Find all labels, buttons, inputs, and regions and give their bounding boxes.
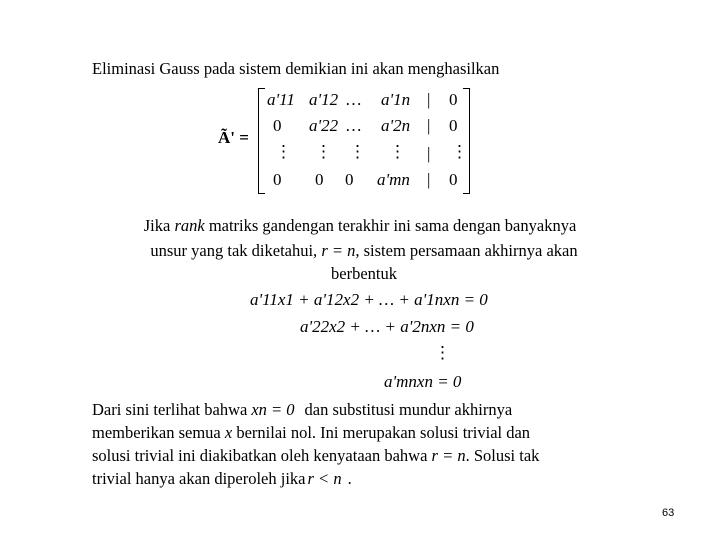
matrix-cell: a'mn	[377, 170, 410, 189]
matrix-cell: |	[427, 144, 431, 163]
matrix-cell: 0	[345, 170, 354, 189]
text-span: . Solusi tak	[465, 446, 540, 465]
text-span: .	[347, 469, 352, 488]
augmented-matrix	[258, 88, 470, 194]
matrix-cell: a'2n	[381, 116, 411, 135]
matrix-cell: 0	[449, 116, 458, 135]
text-emphasis: rank	[174, 216, 205, 235]
paragraph-2-line-1	[92, 399, 512, 421]
text-span: dan substitusi mundur akhirnya	[304, 400, 513, 419]
inline-math: xn = 0	[251, 400, 295, 419]
matrix-cell: a'12	[309, 90, 339, 109]
matrix-cell: 0	[449, 170, 458, 189]
text-emphasis: x	[224, 423, 233, 442]
matrix-cell: |	[427, 90, 431, 109]
matrix-cell: a'22	[309, 116, 339, 135]
paragraph-1-line-2	[0, 240, 720, 262]
text-span: solusi trivial ini diakibatkan oleh kenyataan bahwa	[92, 446, 432, 465]
text-emphasis: r = n	[431, 446, 466, 465]
matrix-cell: |	[427, 116, 431, 135]
text-span: matriks gandengan terakhir ini sama dengan banyaknya	[204, 216, 577, 235]
equation-3: ⋮	[434, 343, 451, 362]
matrix-cell: ⋮	[451, 142, 468, 161]
text-span: unsur yang tak diketahui,	[150, 241, 322, 260]
matrix-cell: ⋮	[275, 142, 292, 161]
paragraph-2-line-3	[92, 445, 539, 467]
paragraph-2-line-4	[92, 468, 352, 490]
text-span: trivial hanya akan diperoleh jika	[92, 469, 306, 488]
inline-math: r < n	[307, 469, 342, 488]
matrix-cell: 0	[273, 116, 282, 135]
paragraph-1-line-3: berbentuk	[331, 264, 397, 283]
page-number: 63	[662, 507, 675, 519]
text-span: bernilai nol. Ini merupakan solusi trivial dan	[232, 423, 531, 442]
paragraph-2-line-2	[92, 422, 530, 444]
text-span: memberikan semua	[92, 423, 225, 442]
text-span: , sistem persamaan akhirnya akan	[355, 241, 578, 260]
matrix-cell: ⋮	[315, 142, 332, 161]
matrix-cell: 0	[449, 90, 458, 109]
matrix-cell: a'1n	[381, 90, 411, 109]
paragraph-1-line-1	[0, 215, 720, 237]
matrix-cell: …	[345, 116, 362, 135]
equation-2: a'22x2 + … + a'2nxn = 0	[300, 317, 474, 336]
matrix-cell: a'11	[267, 90, 295, 109]
matrix-cell: …	[345, 90, 362, 109]
equation-4: a'mnxn = 0	[384, 372, 462, 391]
text-span: Dari sini terlihat bahwa	[92, 400, 248, 419]
intro-text: Eliminasi Gauss pada sistem demikian ini akan menghasilkan	[92, 59, 500, 78]
text-emphasis: r = n	[321, 241, 356, 260]
matrix-cell: 0	[273, 170, 282, 189]
matrix-cell: ⋮	[349, 142, 366, 161]
matrix-cell: 0	[315, 170, 324, 189]
text-span: Jika	[143, 216, 175, 235]
matrix-label: Ã' =	[218, 128, 249, 147]
matrix-cell: ⋮	[389, 142, 406, 161]
equation-1: a'11x1 + a'12x2 + … + a'1nxn = 0	[250, 290, 488, 309]
matrix-cell: |	[427, 170, 431, 189]
